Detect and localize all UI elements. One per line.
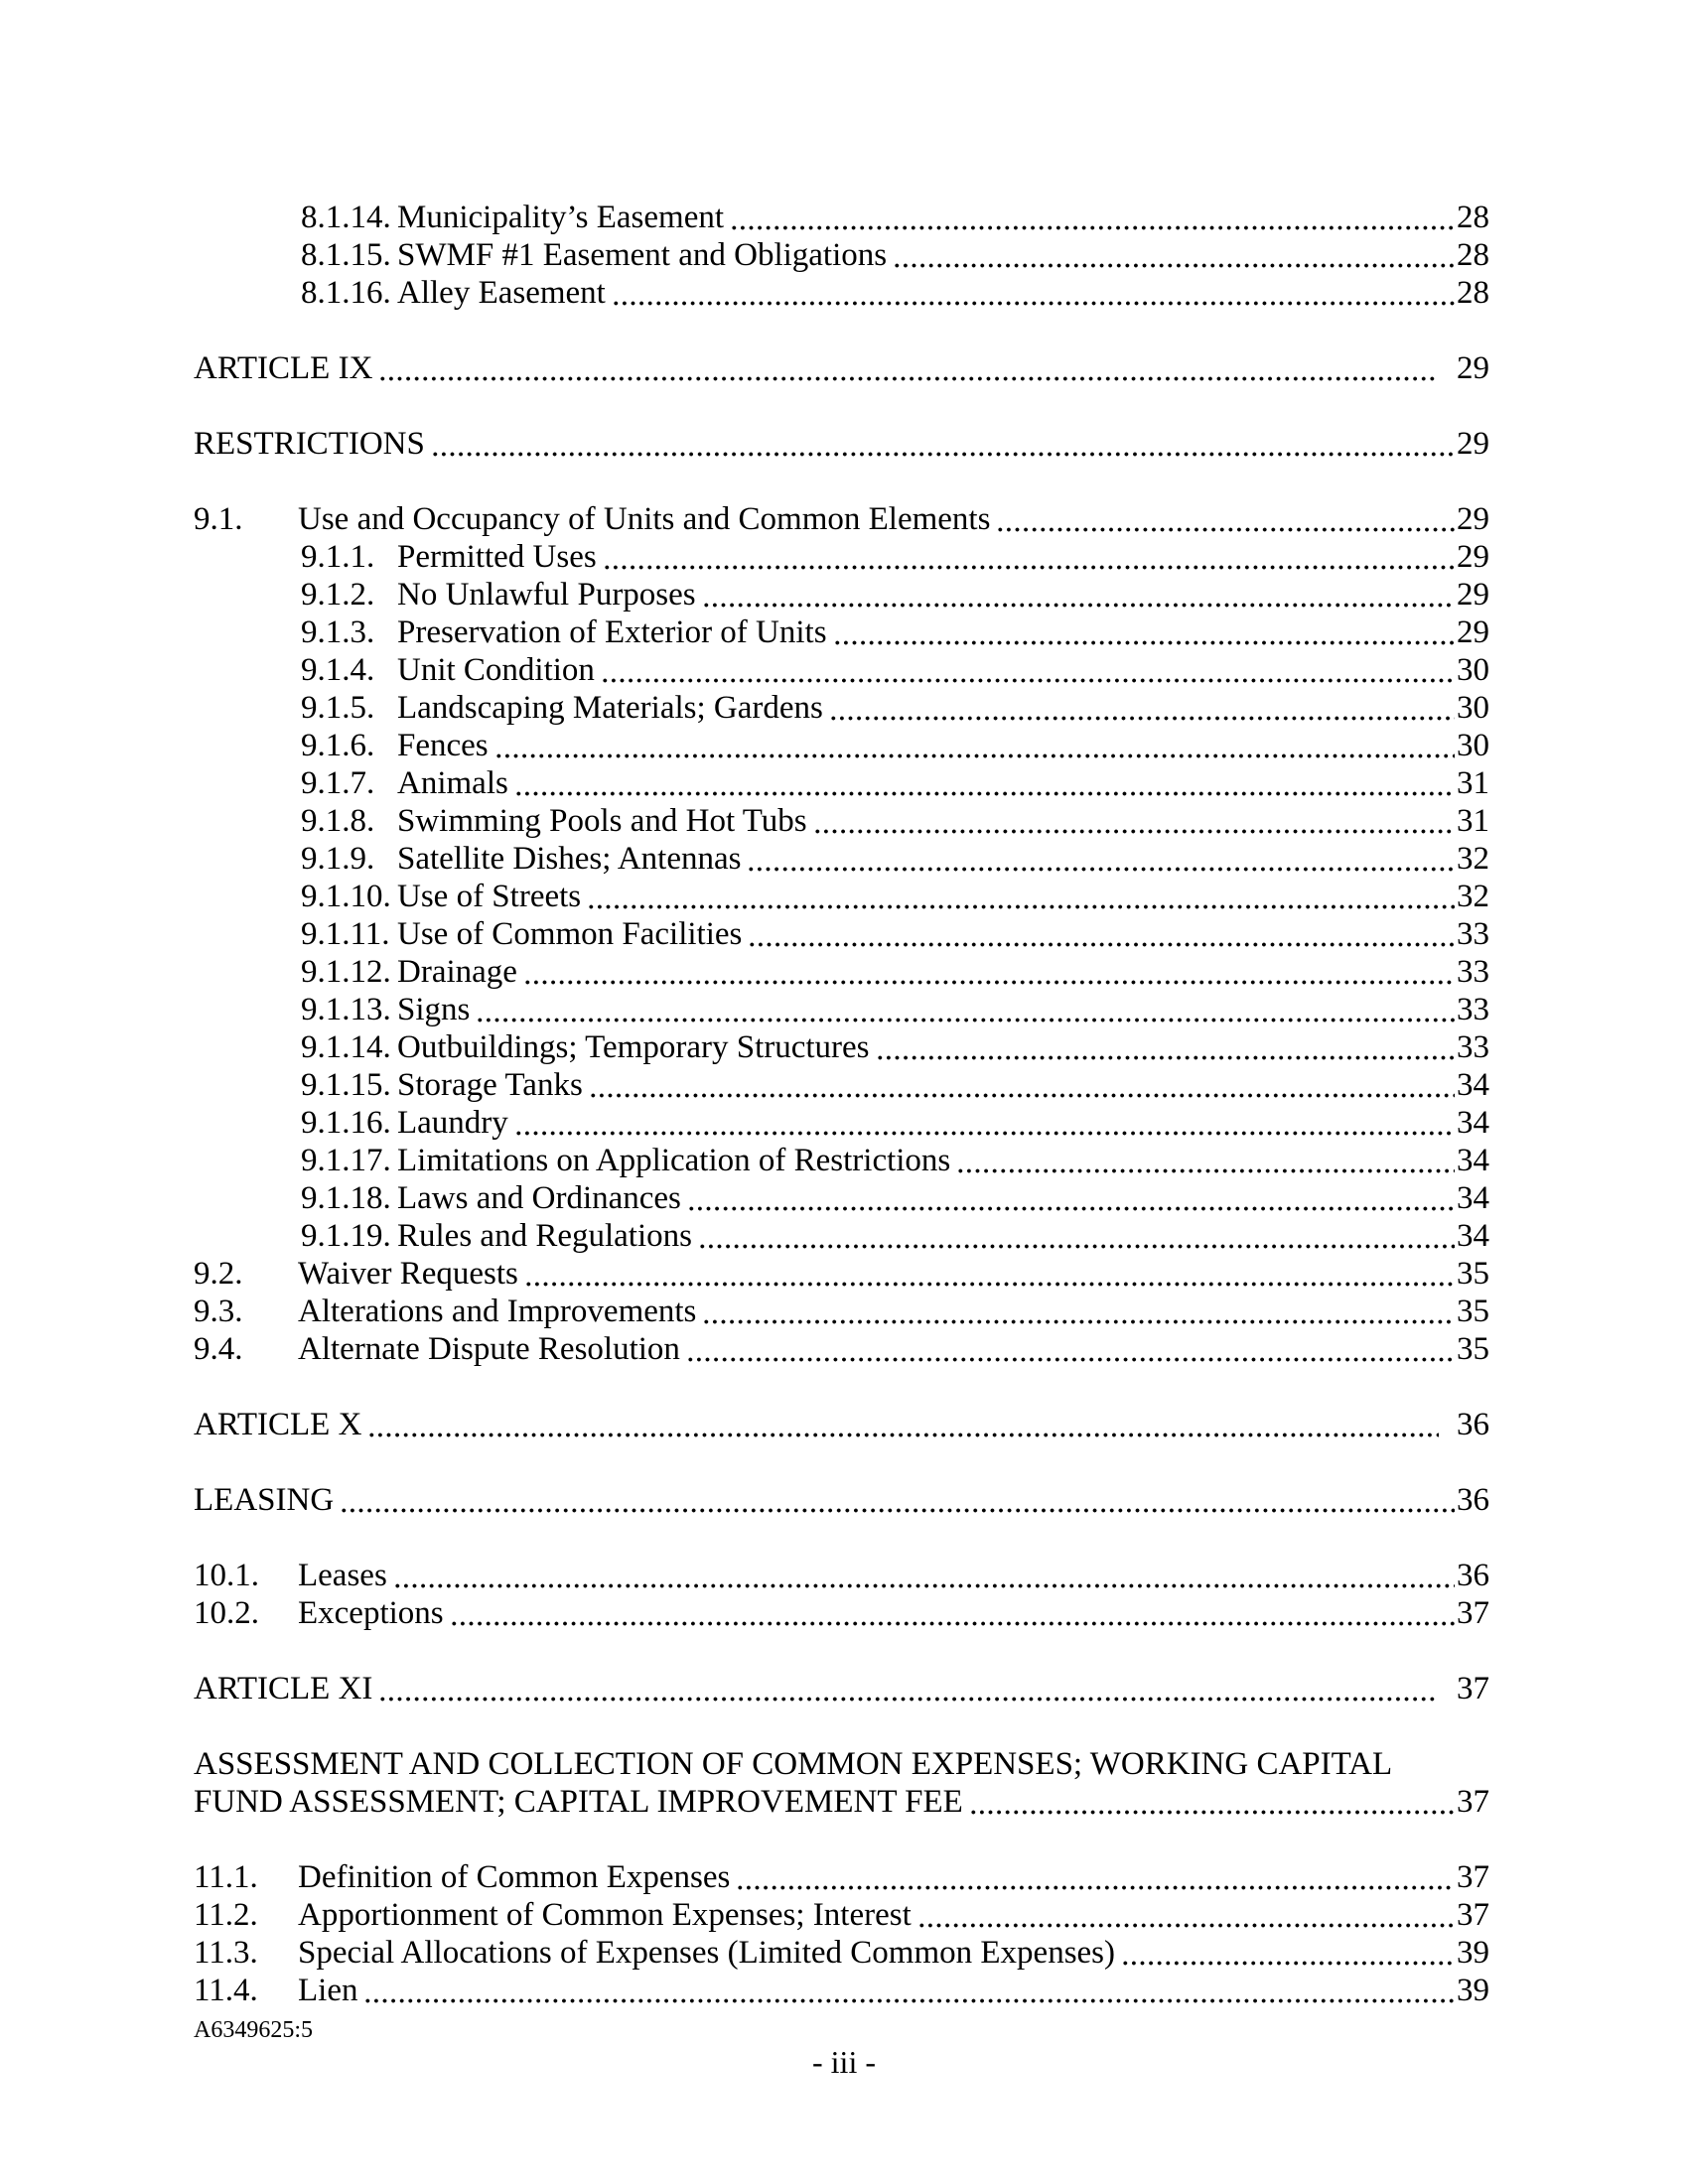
dot-leader — [748, 915, 1455, 953]
dot-leader — [686, 1330, 1455, 1368]
toc-entry-number: 9.1.9. — [301, 841, 375, 877]
toc-entry — [194, 1406, 1489, 1443]
toc-entry — [194, 840, 1489, 878]
toc-entry-number: 9.1.7. — [301, 765, 375, 801]
toc-entry-number: 10.2. — [194, 1595, 259, 1631]
toc-entry — [194, 991, 1489, 1028]
dot-leader — [698, 1217, 1455, 1255]
dot-leader — [813, 802, 1455, 840]
toc-entry-page: 35 — [1457, 1256, 1489, 1292]
toc-entry-title: Use of Common Facilities — [397, 916, 743, 952]
toc-entry — [194, 538, 1489, 576]
toc-entry-page: 36 — [1457, 1482, 1489, 1518]
dot-leader — [476, 991, 1455, 1028]
dot-leader — [612, 274, 1455, 312]
toc-entry — [194, 500, 1489, 538]
toc-entry-page: 39 — [1457, 1973, 1489, 2008]
toc-entry — [194, 651, 1489, 689]
dot-leader — [450, 1594, 1455, 1632]
dot-leader — [523, 953, 1455, 991]
dot-leader — [736, 1858, 1455, 1896]
toc-entry-number: 11.2. — [194, 1897, 258, 1933]
dot-leader — [514, 764, 1455, 802]
toc-entry-page: 30 — [1457, 690, 1489, 726]
toc-entry — [194, 425, 1489, 463]
toc-entry — [194, 1972, 1489, 2009]
toc-entry-number: 8.1.15. — [301, 237, 391, 273]
dot-leader — [996, 500, 1455, 538]
footer-doc-id: A6349625:5 — [194, 2017, 313, 2043]
toc-entry-number: 11.3. — [194, 1935, 258, 1971]
toc-entry — [194, 1104, 1489, 1142]
toc-entry-number: 9.2. — [194, 1256, 243, 1292]
toc-entry-number: 9.1.4. — [301, 652, 375, 688]
dot-leader — [589, 1066, 1455, 1104]
toc-entry-page: 36 — [1457, 1558, 1489, 1593]
toc-entry-page: 28 — [1457, 237, 1489, 273]
toc-entry — [194, 1330, 1489, 1368]
toc-entry — [194, 199, 1489, 236]
dot-leader — [378, 1670, 1439, 1707]
toc-entry — [194, 274, 1489, 312]
dot-leader — [393, 1557, 1455, 1594]
toc-entry-title: Landscaping Materials; Gardens — [397, 690, 823, 726]
dot-leader — [893, 236, 1455, 274]
toc-entry — [194, 1217, 1489, 1255]
toc-entry-number: 9.1.14. — [301, 1029, 391, 1065]
toc-entry-title: Definition of Common Expenses — [298, 1859, 731, 1895]
dot-leader — [340, 1481, 1455, 1519]
toc-entry-number: 9.1.19. — [301, 1218, 391, 1254]
dot-leader — [702, 1293, 1455, 1330]
toc — [194, 199, 1489, 2009]
toc-entry-page: 29 — [1457, 501, 1489, 537]
toc-entry — [194, 802, 1489, 840]
toc-entry-number: 9.1.17. — [301, 1143, 391, 1178]
dot-leader — [378, 349, 1439, 387]
toc-entry-page: 37 — [1457, 1897, 1489, 1933]
toc-entry-page: 33 — [1457, 954, 1489, 990]
toc-entry-number: 9.1.13. — [301, 992, 391, 1027]
toc-entry-title: Lien — [298, 1973, 358, 2008]
toc-entry-number: 9.1.1. — [301, 539, 375, 575]
toc-entry — [194, 236, 1489, 274]
toc-entry — [194, 614, 1489, 651]
toc-entry-page: 29 — [1457, 614, 1489, 650]
dot-leader — [1121, 1934, 1455, 1972]
toc-entry — [194, 1745, 1489, 1783]
toc-entry — [194, 1858, 1489, 1896]
toc-entry — [194, 727, 1489, 764]
toc-entry-page: 29 — [1457, 350, 1489, 386]
toc-entry — [194, 1142, 1489, 1179]
toc-entry-title: Special Allocations of Expenses (Limited Common Expenses) — [298, 1935, 1116, 1971]
toc-entry-number: 11.4. — [194, 1973, 258, 2008]
toc-entry-page: 28 — [1457, 200, 1489, 235]
toc-entry-number: 9.3. — [194, 1294, 243, 1329]
toc-entry-title: ARTICLE X — [194, 1407, 362, 1442]
toc-entry-number: 9.1.12. — [301, 954, 391, 990]
toc-entry-number: 9.1.3. — [301, 614, 375, 650]
toc-entry — [194, 1896, 1489, 1934]
toc-entry — [194, 1783, 1489, 1821]
toc-entry-page: 33 — [1457, 992, 1489, 1027]
toc-entry-number: 9.1.18. — [301, 1180, 391, 1216]
toc-entry-title: Satellite Dishes; Antennas — [397, 841, 742, 877]
dot-leader — [587, 878, 1455, 915]
dot-leader — [367, 1406, 1439, 1443]
toc-entry-number: 9.1.16. — [301, 1105, 391, 1141]
toc-entry-page: 37 — [1457, 1784, 1489, 1820]
toc-entry-title: Alternate Dispute Resolution — [298, 1331, 680, 1367]
toc-entry — [194, 1934, 1489, 1972]
toc-entry-page: 30 — [1457, 652, 1489, 688]
toc-entry-number: 10.1. — [194, 1558, 259, 1593]
toc-entry-title: Alley Easement — [397, 275, 606, 311]
toc-entry-page: 33 — [1457, 916, 1489, 952]
dot-leader — [601, 651, 1455, 689]
toc-entry-page: 37 — [1457, 1595, 1489, 1631]
toc-entry-number: 9.1.2. — [301, 577, 375, 613]
toc-entry-page: 37 — [1457, 1859, 1489, 1895]
toc-entry-title: Laundry — [397, 1105, 508, 1141]
toc-entry-page: 34 — [1457, 1143, 1489, 1178]
toc-entry — [194, 878, 1489, 915]
toc-entry-page: 35 — [1457, 1294, 1489, 1329]
toc-entry — [194, 1293, 1489, 1330]
toc-entry-title: Apportionment of Common Expenses; Interest — [298, 1897, 912, 1933]
toc-entry — [194, 1179, 1489, 1217]
dot-leader — [524, 1255, 1455, 1293]
toc-entry-number: 9.1.6. — [301, 728, 375, 763]
toc-entry-number: 8.1.14. — [301, 200, 391, 235]
toc-entry-title: Municipality’s Easement — [397, 200, 725, 235]
toc-entry-number: 11.1. — [194, 1859, 258, 1895]
toc-entry-number: 8.1.16. — [301, 275, 391, 311]
dot-leader — [747, 840, 1455, 878]
toc-entry — [194, 1670, 1489, 1707]
toc-entry-title: Swimming Pools and Hot Tubs — [397, 803, 807, 839]
toc-entry-page: 34 — [1457, 1067, 1489, 1103]
dot-leader — [363, 1972, 1455, 2009]
dot-leader — [730, 199, 1455, 236]
toc-entry-page: 32 — [1457, 841, 1489, 877]
toc-entry-title: Fences — [397, 728, 489, 763]
toc-entry-title: Preservation of Exterior of Units — [397, 614, 827, 650]
toc-entry-title: No Unlawful Purposes — [397, 577, 696, 613]
toc-entry — [194, 915, 1489, 953]
dot-leader — [917, 1896, 1455, 1934]
dot-leader — [494, 727, 1455, 764]
dot-leader — [702, 576, 1455, 614]
toc-entry-page: 28 — [1457, 275, 1489, 311]
dot-leader — [603, 538, 1455, 576]
toc-entry-page: 30 — [1457, 728, 1489, 763]
dot-leader — [431, 425, 1455, 463]
toc-entry-title: Use and Occupancy of Units and Common Elements — [298, 501, 991, 537]
toc-entry-number: 9.1.10. — [301, 879, 391, 914]
toc-entry-title: SWMF #1 Easement and Obligations — [397, 237, 888, 273]
toc-entry-page: 33 — [1457, 1029, 1489, 1065]
dot-leader — [514, 1104, 1455, 1142]
toc-entry-title: ASSESSMENT AND COLLECTION OF COMMON EXPENSES; WORKING CAPITAL — [194, 1746, 1393, 1782]
toc-entry-page: 34 — [1457, 1218, 1489, 1254]
toc-entry — [194, 576, 1489, 614]
toc-entry-page: 36 — [1457, 1407, 1489, 1442]
footer-page-number: - iii - — [812, 2044, 876, 2080]
toc-entry-page: 37 — [1457, 1671, 1489, 1706]
toc-entry — [194, 953, 1489, 991]
toc-entry-title: ARTICLE XI — [194, 1671, 373, 1706]
toc-entry-title: LEASING — [194, 1482, 335, 1518]
toc-entry-page: 29 — [1457, 577, 1489, 613]
toc-entry — [194, 764, 1489, 802]
toc-entry-page: 34 — [1457, 1180, 1489, 1216]
toc-entry-page: 34 — [1457, 1105, 1489, 1141]
toc-entry — [194, 689, 1489, 727]
toc-entry-page: 31 — [1457, 803, 1489, 839]
dot-leader — [833, 614, 1455, 651]
toc-entry — [194, 1255, 1489, 1293]
toc-entry-title: Use of Streets — [397, 879, 582, 914]
toc-entry — [194, 1557, 1489, 1594]
toc-entry — [194, 1594, 1489, 1632]
toc-entry-page: 32 — [1457, 879, 1489, 914]
toc-entry-page: 29 — [1457, 426, 1489, 462]
toc-entry-number: 9.1.8. — [301, 803, 375, 839]
toc-entry-title: Drainage — [397, 954, 517, 990]
toc-entry-number: 9.1.15. — [301, 1067, 391, 1103]
toc-entry-title: Signs — [397, 992, 471, 1027]
toc-entry-title: Waiver Requests — [298, 1256, 518, 1292]
toc-entry — [194, 1481, 1489, 1519]
toc-entry — [194, 1028, 1489, 1066]
toc-entry-page: 31 — [1457, 765, 1489, 801]
dot-leader — [876, 1028, 1455, 1066]
toc-entry-page: 35 — [1457, 1331, 1489, 1367]
toc-entry-title: Permitted Uses — [397, 539, 597, 575]
dot-leader — [956, 1142, 1455, 1179]
toc-entry-title: RESTRICTIONS — [194, 426, 425, 462]
toc-entry-title: FUND ASSESSMENT; CAPITAL IMPROVEMENT FEE — [194, 1784, 963, 1820]
toc-entry-title: Unit Condition — [397, 652, 595, 688]
toc-entry-title: Limitations on Application of Restrictions — [397, 1143, 951, 1178]
toc-entry-title: Animals — [397, 765, 508, 801]
toc-entry-title: ARTICLE IX — [194, 350, 373, 386]
toc-entry-title: Exceptions — [298, 1595, 444, 1631]
toc-entry-number: 9.1. — [194, 501, 243, 537]
toc-entry-title: Rules and Regulations — [397, 1218, 692, 1254]
toc-entry-title: Leases — [298, 1558, 387, 1593]
toc-entry-title: Outbuildings; Temporary Structures — [397, 1029, 870, 1065]
toc-entry-number: 9.4. — [194, 1331, 243, 1367]
dot-leader — [969, 1783, 1455, 1821]
toc-entry-title: Alterations and Improvements — [298, 1294, 697, 1329]
toc-entry — [194, 349, 1489, 387]
toc-entry-number: 9.1.11. — [301, 916, 390, 952]
dot-leader — [687, 1179, 1455, 1217]
toc-entry — [194, 1066, 1489, 1104]
toc-entry-page: 29 — [1457, 539, 1489, 575]
toc-entry-page: 39 — [1457, 1935, 1489, 1971]
toc-entry-title: Storage Tanks — [397, 1067, 583, 1103]
dot-leader — [829, 689, 1455, 727]
toc-entry-title: Laws and Ordinances — [397, 1180, 681, 1216]
toc-entry-number: 9.1.5. — [301, 690, 375, 726]
